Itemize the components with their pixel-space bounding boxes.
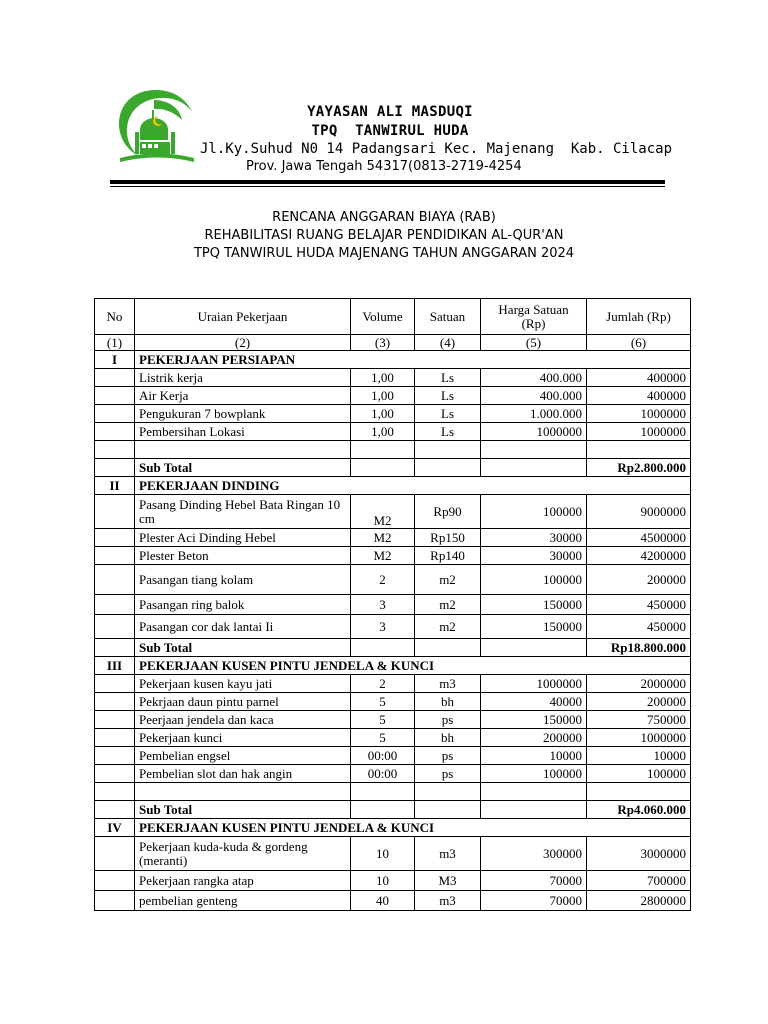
item-unit-price: 70000 <box>481 871 587 891</box>
column-number: (6) <box>587 335 691 351</box>
item-description: Plester Aci Dinding Hebel <box>135 529 351 547</box>
item-total: 1000000 <box>587 729 691 747</box>
table-header-row <box>95 299 691 335</box>
item-total: 3000000 <box>587 837 691 871</box>
item-description: Air Kerja <box>135 387 351 405</box>
table-row <box>95 747 691 765</box>
section-row <box>95 477 691 495</box>
item-volume: M2 <box>351 495 415 529</box>
section-title: PEKERJAAN KUSEN PINTU JENDELA & KUNCI <box>135 819 691 837</box>
item-total: 100000 <box>587 765 691 783</box>
item-volume: 1,00 <box>351 369 415 387</box>
item-unit-price: 400.000 <box>481 369 587 387</box>
section-number: I <box>95 351 135 369</box>
subtotal-value: Rp2.800.000 <box>587 459 691 477</box>
empty-row <box>95 783 691 801</box>
item-description: Pekerjaan kunci <box>135 729 351 747</box>
subtotal-row <box>95 639 691 657</box>
item-description: Pembersihan Lokasi <box>135 423 351 441</box>
table-row <box>95 387 691 405</box>
item-unit-price: 200000 <box>481 729 587 747</box>
item-unit: Ls <box>415 423 481 441</box>
table-row <box>95 423 691 441</box>
item-total: 9000000 <box>587 495 691 529</box>
subtotal-value: Rp18.800.000 <box>587 639 691 657</box>
item-total: 1000000 <box>587 423 691 441</box>
mosque-logo-icon <box>114 86 198 164</box>
item-volume: 00:00 <box>351 765 415 783</box>
empty-row <box>95 441 691 459</box>
table-row <box>95 729 691 747</box>
table-row <box>95 595 691 615</box>
item-total: 4200000 <box>587 547 691 565</box>
item-total: 750000 <box>587 711 691 729</box>
item-unit: Rp150 <box>415 529 481 547</box>
column-number: (3) <box>351 335 415 351</box>
item-description: Pasang Dinding Hebel Bata Ringan 10 cm <box>135 495 351 529</box>
item-volume: 10 <box>351 837 415 871</box>
item-unit-price: 1.000.000 <box>481 405 587 423</box>
item-total: 400000 <box>587 387 691 405</box>
item-unit: Ls <box>415 369 481 387</box>
item-unit: Ls <box>415 405 481 423</box>
section-row <box>95 819 691 837</box>
section-title: PEKERJAAN PERSIAPAN <box>135 351 691 369</box>
item-description: Pengukuran 7 bowplank <box>135 405 351 423</box>
address: Jl.Ky.Suhud N0 14 Padangsari Kec. Majenang Kab. Cilacap <box>200 141 673 157</box>
table-row <box>95 711 691 729</box>
item-unit: Rp90 <box>415 495 481 529</box>
column-number: (1) <box>95 335 135 351</box>
item-unit: m2 <box>415 565 481 595</box>
item-total: 450000 <box>587 615 691 639</box>
item-total: 700000 <box>587 871 691 891</box>
subtotal-label: Sub Total <box>135 459 351 477</box>
column-number: (5) <box>481 335 587 351</box>
item-total: 2800000 <box>587 891 691 911</box>
item-description: pembelian genteng <box>135 891 351 911</box>
item-description: Pekrjaan daun pintu parnel <box>135 693 351 711</box>
item-unit: m3 <box>415 675 481 693</box>
item-unit-price: 10000 <box>481 747 587 765</box>
letterhead-rule-thin <box>110 186 665 187</box>
item-volume: 40 <box>351 891 415 911</box>
table-row <box>95 891 691 911</box>
table-column-number-row <box>95 335 691 351</box>
item-total: 10000 <box>587 747 691 765</box>
item-description: Pasangan cor dak lantai Ii <box>135 615 351 639</box>
table-row <box>95 529 691 547</box>
table-row <box>95 405 691 423</box>
item-description: Pasangan tiang kolam <box>135 565 351 595</box>
table-row <box>95 495 691 529</box>
column-number: (2) <box>135 335 351 351</box>
item-total: 400000 <box>587 369 691 387</box>
item-total: 4500000 <box>587 529 691 547</box>
section-row <box>95 657 691 675</box>
section-title: PEKERJAAN DINDING <box>135 477 691 495</box>
subtotal-row <box>95 459 691 477</box>
table-row <box>95 837 691 871</box>
letterhead-rule-thick <box>110 180 665 184</box>
item-unit: M3 <box>415 871 481 891</box>
item-description: Pekerjaan kuda-kuda & gordeng (meranti) <box>135 837 351 871</box>
item-description: Plester Beton <box>135 547 351 565</box>
table-row <box>95 675 691 693</box>
item-volume: 5 <box>351 729 415 747</box>
item-description: Pekerjaan rangka atap <box>135 871 351 891</box>
section-number: IV <box>95 819 135 837</box>
item-unit: m3 <box>415 891 481 911</box>
item-unit: m3 <box>415 837 481 871</box>
section-number: III <box>95 657 135 675</box>
item-unit: m2 <box>415 615 481 639</box>
institution-name: TPQ TANWIRUL HUDA <box>311 123 469 139</box>
item-unit-price: 300000 <box>481 837 587 871</box>
item-unit-price: 1000000 <box>481 675 587 693</box>
subtotal-value: Rp4.060.000 <box>587 801 691 819</box>
letterhead <box>0 0 768 190</box>
item-volume: 2 <box>351 565 415 595</box>
budget-table <box>94 298 691 911</box>
item-volume: M2 <box>351 547 415 565</box>
table-row <box>95 547 691 565</box>
item-volume: 1,00 <box>351 387 415 405</box>
item-unit-price: 30000 <box>481 529 587 547</box>
organization-name: YAYASAN ALI MASDUQI <box>307 104 473 120</box>
item-unit-price: 150000 <box>481 615 587 639</box>
item-unit-price: 70000 <box>481 891 587 911</box>
item-volume: 5 <box>351 711 415 729</box>
item-unit: bh <box>415 729 481 747</box>
item-volume: 5 <box>351 693 415 711</box>
section-number: II <box>95 477 135 495</box>
column-number: (4) <box>415 335 481 351</box>
item-unit-price: 100000 <box>481 765 587 783</box>
item-total: 450000 <box>587 595 691 615</box>
table-row <box>95 369 691 387</box>
item-total: 200000 <box>587 565 691 595</box>
item-volume: M2 <box>351 529 415 547</box>
province-phone: Prov. Jawa Tengah 54317(0813-2719-4254 <box>246 159 522 174</box>
document-title-line-2: REHABILITASI RUANG BELAJAR PENDIDIKAN AL-QUR'AN <box>204 228 564 243</box>
item-volume: 3 <box>351 595 415 615</box>
item-unit: ps <box>415 747 481 765</box>
item-volume: 10 <box>351 871 415 891</box>
item-unit: bh <box>415 693 481 711</box>
table-row <box>95 765 691 783</box>
item-unit-price: 30000 <box>481 547 587 565</box>
table-row <box>95 693 691 711</box>
item-total: 200000 <box>587 693 691 711</box>
item-description: Listrik kerja <box>135 369 351 387</box>
item-unit-price: 1000000 <box>481 423 587 441</box>
item-unit-price: 400.000 <box>481 387 587 405</box>
item-description: Pembelian engsel <box>135 747 351 765</box>
item-volume: 2 <box>351 675 415 693</box>
header-harga: Harga Satuan (Rp) <box>481 299 587 335</box>
item-unit-price: 100000 <box>481 565 587 595</box>
item-description: Peerjaan jendela dan kaca <box>135 711 351 729</box>
table-row <box>95 615 691 639</box>
item-unit-price: 150000 <box>481 711 587 729</box>
table-row <box>95 565 691 595</box>
header-jumlah: Jumlah (Rp) <box>587 299 691 335</box>
item-volume: 3 <box>351 615 415 639</box>
item-unit-price: 100000 <box>481 495 587 529</box>
item-unit: ps <box>415 765 481 783</box>
subtotal-row <box>95 801 691 819</box>
document-title-line-1: RENCANA ANGGARAN BIAYA (RAB) <box>272 210 496 225</box>
item-total: 2000000 <box>587 675 691 693</box>
item-unit: Rp140 <box>415 547 481 565</box>
header-no: No <box>95 299 135 335</box>
item-volume: 00:00 <box>351 747 415 765</box>
item-total: 1000000 <box>587 405 691 423</box>
table-row <box>95 871 691 891</box>
item-volume: 1,00 <box>351 423 415 441</box>
section-row <box>95 351 691 369</box>
item-volume: 1,00 <box>351 405 415 423</box>
subtotal-label: Sub Total <box>135 639 351 657</box>
header-satuan: Satuan <box>415 299 481 335</box>
item-unit-price: 40000 <box>481 693 587 711</box>
header-volume: Volume <box>351 299 415 335</box>
item-description: Pekerjaan kusen kayu jati <box>135 675 351 693</box>
item-unit: ps <box>415 711 481 729</box>
item-unit: m2 <box>415 595 481 615</box>
document-title-line-3: TPQ TANWIRUL HUDA MAJENANG TAHUN ANGGARAN 2024 <box>193 246 575 261</box>
item-unit-price: 150000 <box>481 595 587 615</box>
subtotal-label: Sub Total <box>135 801 351 819</box>
header-uraian: Uraian Pekerjaan <box>135 299 351 335</box>
item-description: Pembelian slot dan hak angin <box>135 765 351 783</box>
item-unit: Ls <box>415 387 481 405</box>
item-description: Pasangan ring balok <box>135 595 351 615</box>
section-title: PEKERJAAN KUSEN PINTU JENDELA & KUNCI <box>135 657 691 675</box>
